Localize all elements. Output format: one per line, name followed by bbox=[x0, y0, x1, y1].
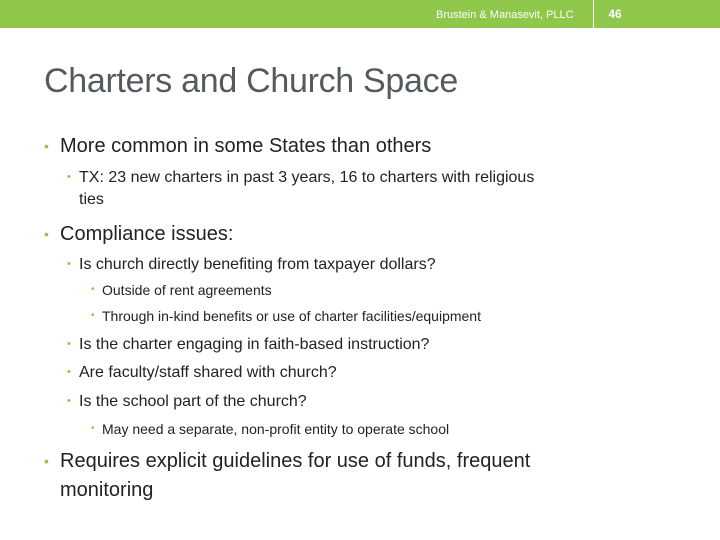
bullet-icon: • bbox=[67, 171, 71, 183]
bullet-text-continuation: ties bbox=[79, 191, 104, 208]
header-bar bbox=[0, 0, 720, 28]
bullet-item bbox=[44, 134, 432, 159]
bullet-item bbox=[67, 167, 535, 188]
bullet-icon: • bbox=[44, 453, 49, 469]
bullet-icon: • bbox=[67, 366, 71, 378]
page-number: 46 bbox=[608, 7, 622, 21]
bullet-text: More common in some States than others bbox=[60, 135, 432, 157]
bullet-item bbox=[67, 362, 337, 383]
bullet-text: Is the school part of the church? bbox=[79, 393, 307, 410]
bullet-item bbox=[44, 449, 531, 474]
bullet-item bbox=[67, 334, 430, 355]
bullet-icon: • bbox=[67, 258, 71, 270]
bullet-item bbox=[67, 254, 436, 275]
bullet-item bbox=[91, 281, 272, 299]
bullet-text: Is the charter engaging in faith-based instruction? bbox=[79, 336, 430, 353]
bullet-text: Are faculty/staff shared with church? bbox=[79, 364, 337, 381]
bullet-text: Is church directly benefiting from taxpayer dollars? bbox=[79, 256, 436, 273]
bullet-text: Compliance issues: bbox=[60, 223, 234, 245]
page-number-divider bbox=[593, 0, 594, 28]
bullet-icon: • bbox=[91, 284, 95, 295]
bullet-icon: • bbox=[44, 138, 49, 154]
bullet-icon: • bbox=[67, 338, 71, 350]
bullet-icon: • bbox=[91, 310, 95, 321]
bullet-item bbox=[91, 420, 450, 438]
footer-text: Brustein & Manasevit, PLLC bbox=[436, 9, 574, 21]
bullet-icon: • bbox=[67, 395, 71, 407]
slide-title: Charters and Church Space bbox=[44, 62, 458, 100]
bullet-icon: • bbox=[44, 226, 49, 242]
bullet-item bbox=[44, 222, 234, 247]
bullet-text-continuation: monitoring bbox=[60, 479, 154, 501]
bullet-text: Through in-kind benefits or use of charter facilities/equipment bbox=[102, 308, 481, 324]
bullet-icon: • bbox=[91, 423, 95, 434]
bullet-item bbox=[67, 391, 307, 412]
bullet-text: TX: 23 new charters in past 3 years, 16 to charters with religious bbox=[79, 169, 535, 186]
bullet-text: May need a separate, non-profit entity to operate school bbox=[102, 421, 450, 437]
bullet-text: Outside of rent agreements bbox=[102, 282, 272, 298]
bullet-item bbox=[91, 307, 481, 325]
bullet-text: Requires explicit guidelines for use of funds, frequent bbox=[60, 450, 531, 472]
